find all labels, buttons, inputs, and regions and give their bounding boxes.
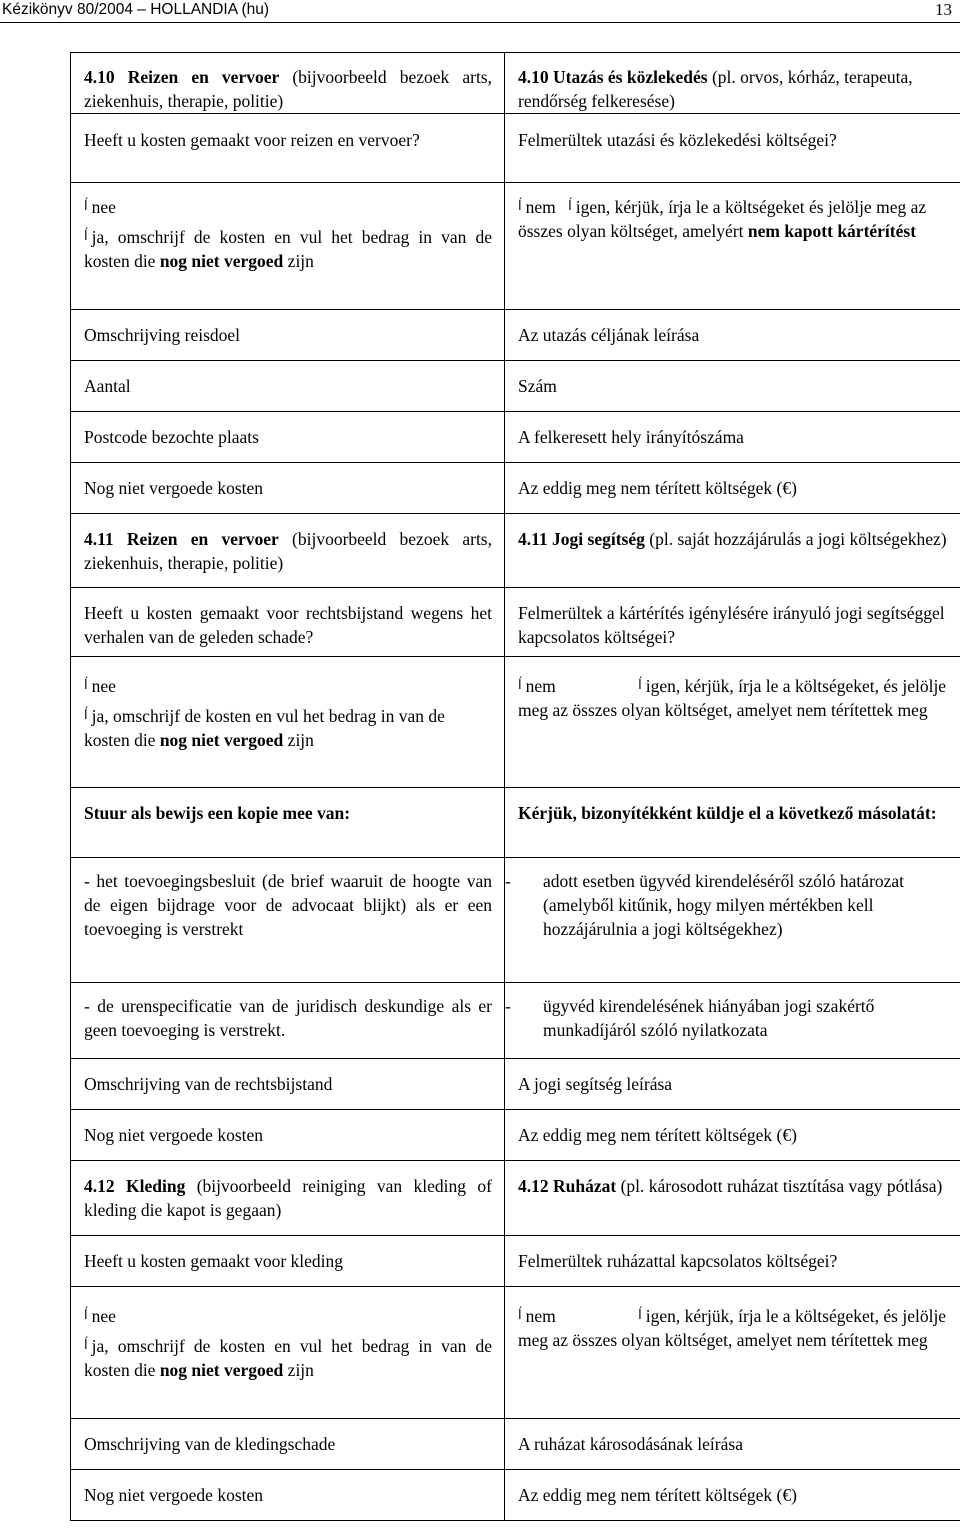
s411-hu-proof-heading: Kérjük, bizonyítékként küldje el a következő másolatát: [505, 788, 960, 858]
s410-nl-yes-option[interactable]: ĺ ja, omschrijf de kosten en vul het bedrag in van de kosten die nog niet vergoed zijn [84, 227, 492, 271]
s410-hu-field-count: Szám [505, 361, 960, 412]
s411-hu-yes-option[interactable]: ĺ igen, kérjük, írja le a költségeket, és jelölje meg az összes olyan költséget, amelyet nem térítettek meg [518, 676, 947, 720]
page-header [0, 0, 960, 22]
s410-nl-field-count: Aantal [71, 361, 505, 412]
s411-nl-question: Heeft u kosten gemaakt voor rechtsbijstand wegens het verhalen van de geleden schade? [71, 588, 505, 657]
s411-nl-no-option[interactable]: ĺ nee [84, 676, 116, 696]
checkbox-icon[interactable]: ĺ [84, 1338, 88, 1353]
checkbox-icon[interactable]: ĺ [518, 1308, 522, 1323]
s412-hu-yes-option[interactable]: ĺ igen, kérjük, írja le a költségeket, és jelölje meg az összes olyan költséget, amelyet nem térítettek meg [518, 1306, 947, 1350]
s412-nl-title: 4.12 Kleding (bijvoorbeeld reiniging van kleding of kleding die kapot is gegaan) [71, 1161, 505, 1236]
s410-hu-question: Felmerültek utazási és közlekedési költségei? [505, 114, 960, 183]
s410-nl-field-purpose: Omschrijving reisdoel [71, 310, 505, 361]
s410-nl-title: 4.10 Reizen en vervoer (bijvoorbeeld bezoek arts, ziekenhuis, therapie, politie) [71, 53, 505, 114]
s410-hu-field-purpose: Az utazás céljának leírása [505, 310, 960, 361]
checkbox-icon[interactable]: ĺ [518, 678, 522, 693]
checkbox-icon[interactable]: ĺ [84, 229, 88, 244]
s411-hu-proof-item-2: - ügyvéd kirendelésének hiányában jogi szakértő munkadíjáról szóló nyilatkozata [505, 983, 960, 1059]
s411-hu-field-description: A jogi segítség leírása [505, 1059, 960, 1110]
checkbox-icon[interactable]: ĺ [518, 199, 522, 214]
s410-nl-options [71, 183, 505, 310]
checkbox-icon[interactable]: ĺ [638, 1308, 642, 1323]
checkbox-icon[interactable]: ĺ [638, 678, 642, 693]
s412-nl-yes-option[interactable]: ĺ ja, omschrijf de kosten en vul het bedrag in van de kosten die nog niet vergoed zijn [84, 1336, 492, 1380]
s411-hu-options [505, 657, 960, 788]
s411-hu-no-option[interactable]: ĺ nem [518, 676, 556, 696]
s412-nl-options [71, 1287, 505, 1419]
s410-hu-title: 4.10 Utazás és közlekedés (pl. orvos, kórház, terapeuta, rendőrség felkeresése) [505, 53, 960, 114]
s411-nl-options [71, 657, 505, 788]
s411-hu-question: Felmerültek a kártérítés igénylésére irányuló jogi segítséggel kapcsolatos költségei? [505, 588, 960, 657]
s411-nl-field-description: Omschrijving van de rechtsbijstand [71, 1059, 505, 1110]
form-table [70, 52, 960, 1521]
checkbox-icon[interactable]: ĺ [84, 1308, 88, 1323]
s410-nl-question: Heeft u kosten gemaakt voor reizen en vervoer? [71, 114, 505, 183]
s412-hu-no-option[interactable]: ĺ nem [518, 1306, 556, 1326]
s412-nl-field-costs: Nog niet vergoede kosten [71, 1470, 505, 1521]
s411-nl-proof-item-1: - het toevoegingsbesluit (de brief waaruit de hoogte van de eigen bijdrage voor de advocaat blijkt) als er een toevoeging is verstrekt [71, 858, 505, 983]
s412-hu-field-description: A ruházat károsodásának leírása [505, 1419, 960, 1470]
s410-nl-no-option[interactable]: ĺ nee [84, 197, 116, 217]
header-rule [0, 22, 960, 23]
s412-hu-field-costs: Az eddig meg nem térített költségek (€) [505, 1470, 960, 1521]
header-title: Kézikönyv 80/2004 – HOLLANDIA (hu) [2, 1, 270, 18]
s412-hu-options [505, 1287, 960, 1419]
s412-hu-question: Felmerültek ruházattal kapcsolatos költségei? [505, 1236, 960, 1287]
s410-hu-field-postcode: A felkeresett hely irányítószáma [505, 412, 960, 463]
checkbox-icon[interactable]: ĺ [84, 199, 88, 214]
s410-hu-no-option[interactable]: ĺ nem [518, 197, 556, 217]
s412-nl-no-option[interactable]: ĺ nee [84, 1306, 116, 1326]
s411-nl-title: 4.11 Reizen en vervoer (bijvoorbeeld bezoek arts, ziekenhuis, therapie, politie) [71, 514, 505, 588]
s411-hu-field-costs: Az eddig meg nem térített költségek (€) [505, 1110, 960, 1161]
s411-nl-proof-item-2: - de urenspecificatie van de juridisch deskundige als er geen toevoeging is verstrekt. [71, 983, 505, 1059]
s412-nl-field-description: Omschrijving van de kledingschade [71, 1419, 505, 1470]
s411-hu-title: 4.11 Jogi segítség (pl. saját hozzájárulás a jogi költségekhez) [505, 514, 960, 588]
page-number: 13 [935, 0, 952, 19]
s411-nl-field-costs: Nog niet vergoede kosten [71, 1110, 505, 1161]
s411-nl-proof-heading: Stuur als bewijs een kopie mee van: [71, 788, 505, 858]
s411-hu-proof-item-1: - adott esetben ügyvéd kirendeléséről szóló határozat (amelyből kitűnik, hogy milyen mértékben kell hozzájárulnia a jogi költségekhez) [505, 858, 960, 983]
checkbox-icon[interactable]: ĺ [84, 708, 88, 723]
s412-nl-question: Heeft u kosten gemaakt voor kleding [71, 1236, 505, 1287]
checkbox-icon[interactable]: ĺ [568, 199, 572, 214]
s410-nl-field-postcode: Postcode bezochte plaats [71, 412, 505, 463]
s410-nl-field-costs: Nog niet vergoede kosten [71, 463, 505, 514]
s411-nl-yes-option[interactable]: ĺ ja, omschrijf de kosten en vul het bedrag in van de kosten die nog niet vergoed zijn [84, 706, 445, 750]
s410-hu-yes-option[interactable]: ĺ igen, kérjük, írja le a költségeket és jelölje meg az összes olyan költséget, amelyért nem kapott kártérítést [518, 197, 927, 241]
checkbox-icon[interactable]: ĺ [84, 678, 88, 693]
s410-hu-field-costs: Az eddig meg nem térített költségek (€) [505, 463, 960, 514]
s412-hu-title: 4.12 Ruházat (pl. károsodott ruházat tisztítása vagy pótlása) [505, 1161, 960, 1236]
s410-hu-options [505, 183, 960, 310]
